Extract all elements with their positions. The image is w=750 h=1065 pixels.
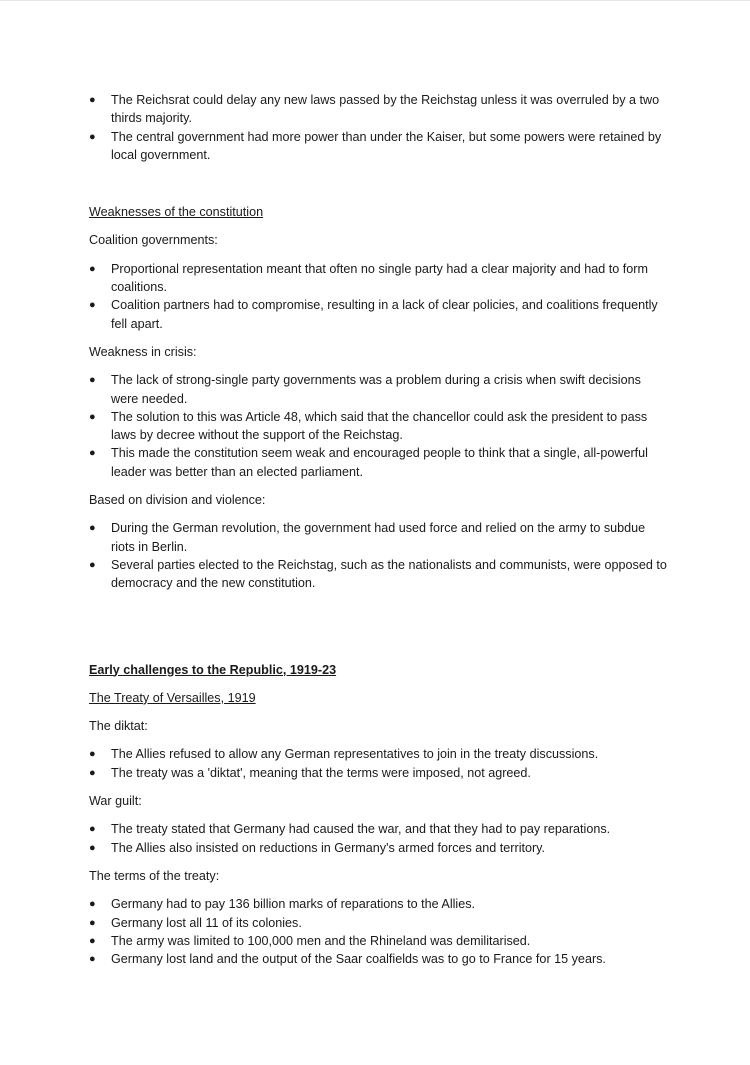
list-item: ● The lack of strong-single party governments was a problem during a crisis when swift decisions were needed. bbox=[89, 373, 641, 406]
division-label: Based on division and violence: bbox=[89, 493, 266, 508]
diktat-list bbox=[89, 745, 669, 782]
crisis-label: Weakness in crisis: bbox=[89, 344, 197, 359]
list-item: ● This made the constitution seem weak and encouraged people to think that a single, all-powerful leader was better than an elected parliament. bbox=[89, 446, 648, 479]
bullet-icon: ● bbox=[89, 841, 96, 854]
bullet-icon: ● bbox=[89, 898, 96, 911]
challenges-heading: Early challenges to the Republic, 1919-23 bbox=[89, 662, 337, 677]
list-item: ● The central government had more power than under the Kaiser, but some powers were retained by local government. bbox=[89, 129, 662, 162]
list-item: ● The treaty was a 'diktat', meaning that the terms were imposed, not agreed. bbox=[89, 764, 669, 782]
bullet-icon: ● bbox=[89, 522, 96, 535]
crisis-list bbox=[89, 371, 669, 481]
bullet-icon: ● bbox=[89, 558, 96, 571]
list-item: ● The Allies also insisted on reductions in Germany's armed forces and territory. bbox=[89, 839, 669, 857]
list-item: ● Germany lost all 11 of its colonies. bbox=[89, 914, 669, 932]
list-item: ● The solution to this was Article 48, which said that the chancellor could ask the president to pass laws by decree without the support of the Reichstag. bbox=[89, 409, 648, 443]
war-guilt-label: War guilt: bbox=[89, 794, 142, 809]
list-item: ● The Allies refused to allow any German representatives to join in the treaty discussions. bbox=[89, 745, 669, 763]
bullet-icon: ● bbox=[89, 447, 96, 460]
bullet-icon: ● bbox=[89, 916, 96, 929]
bullet-icon: ● bbox=[89, 410, 96, 423]
bullet-icon: ● bbox=[89, 262, 96, 275]
bullet-icon: ● bbox=[89, 934, 96, 947]
list-item: ● Germany had to pay 136 billion marks of reparations to the Allies. bbox=[89, 895, 669, 913]
coalition-label: Coalition governments: bbox=[89, 233, 218, 248]
list-item: ● During the German revolution, the government had used force and relied on the army to subdue riots in Berlin. bbox=[89, 521, 646, 554]
versailles-subheading: The Treaty of Versailles, 1919 bbox=[89, 690, 256, 705]
list-item: ● The treaty stated that Germany had caused the war, and that they had to pay reparations. bbox=[89, 820, 669, 838]
list-item: ● Germany lost land and the output of the Saar coalfields was to go to France for 15 years. bbox=[89, 950, 669, 968]
division-list bbox=[89, 519, 669, 592]
bullet-icon: ● bbox=[89, 766, 96, 779]
terms-label: The terms of the treaty: bbox=[89, 868, 220, 883]
war-guilt-list bbox=[89, 820, 669, 857]
document-page bbox=[89, 91, 669, 968]
page-top-edge bbox=[0, 0, 750, 1]
bullet-icon: ● bbox=[89, 94, 96, 106]
bullet-icon: ● bbox=[89, 374, 96, 387]
list-item: ● Proportional representation meant that often no single party had a clear majority and had to form coalitions. bbox=[89, 261, 648, 295]
bullet-icon: ● bbox=[89, 299, 96, 312]
list-item: ● Several parties elected to the Reichstag, such as the nationalists and communists, were opposed to democracy and the new constitution. bbox=[89, 557, 667, 591]
bullet-icon: ● bbox=[89, 748, 96, 761]
terms-list bbox=[89, 895, 669, 968]
list-item: ● The army was limited to 100,000 men and the Rhineland was demilitarised. bbox=[89, 932, 669, 950]
list-item: ● Coalition partners had to compromise, resulting in a lack of clear policies, and coalitions frequently fell apart. bbox=[89, 298, 658, 331]
weaknesses-heading: Weaknesses of the constitution bbox=[89, 205, 264, 220]
bullet-icon: ● bbox=[89, 130, 96, 143]
diktat-label: The diktat: bbox=[89, 719, 148, 734]
constitution-powers-list bbox=[89, 91, 669, 164]
list-item: ● The Reichsrat could delay any new laws passed by the Reichstag unless it was overruled by a two thirds majority. bbox=[89, 93, 660, 126]
bullet-icon: ● bbox=[89, 953, 96, 966]
coalition-list bbox=[89, 260, 669, 333]
bullet-icon: ● bbox=[89, 823, 96, 836]
